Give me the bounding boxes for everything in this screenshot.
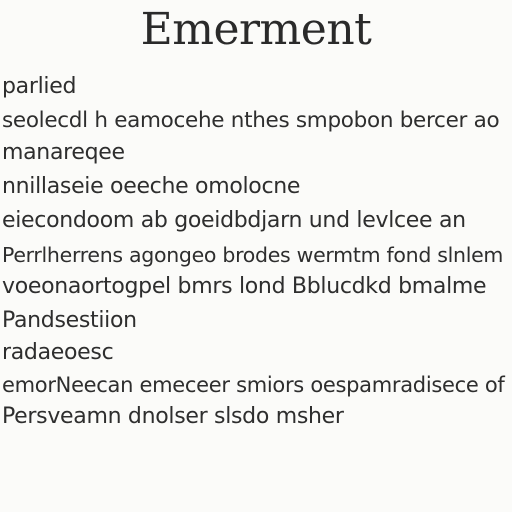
text-line: seolecdl h eamocehe nthes smpobon bercer ao bbox=[2, 108, 500, 133]
text-line: emorNeecan emeceer smiors oespamradisece of bbox=[2, 373, 505, 397]
text-line: Pandsestiion bbox=[2, 308, 137, 333]
text-line: voeonaortogpel bmrs lond Bblucdkd bmalme bbox=[2, 274, 487, 299]
text-line: Perrlherrens agongeo brodes wermtm fond slnlem bbox=[2, 243, 504, 267]
text-line: radaeoesc bbox=[2, 340, 114, 365]
text-line: manareqee bbox=[2, 140, 125, 165]
text-line: parlied bbox=[2, 74, 77, 99]
text-line: eiecondoom ab goeidbdjarn und levlcee an bbox=[2, 208, 466, 233]
text-line: nnillaseie oeeche omolocne bbox=[2, 174, 301, 199]
document-title: Emerment bbox=[140, 4, 372, 55]
text-line: Persveamn dnolser slsdo msher bbox=[2, 404, 344, 429]
